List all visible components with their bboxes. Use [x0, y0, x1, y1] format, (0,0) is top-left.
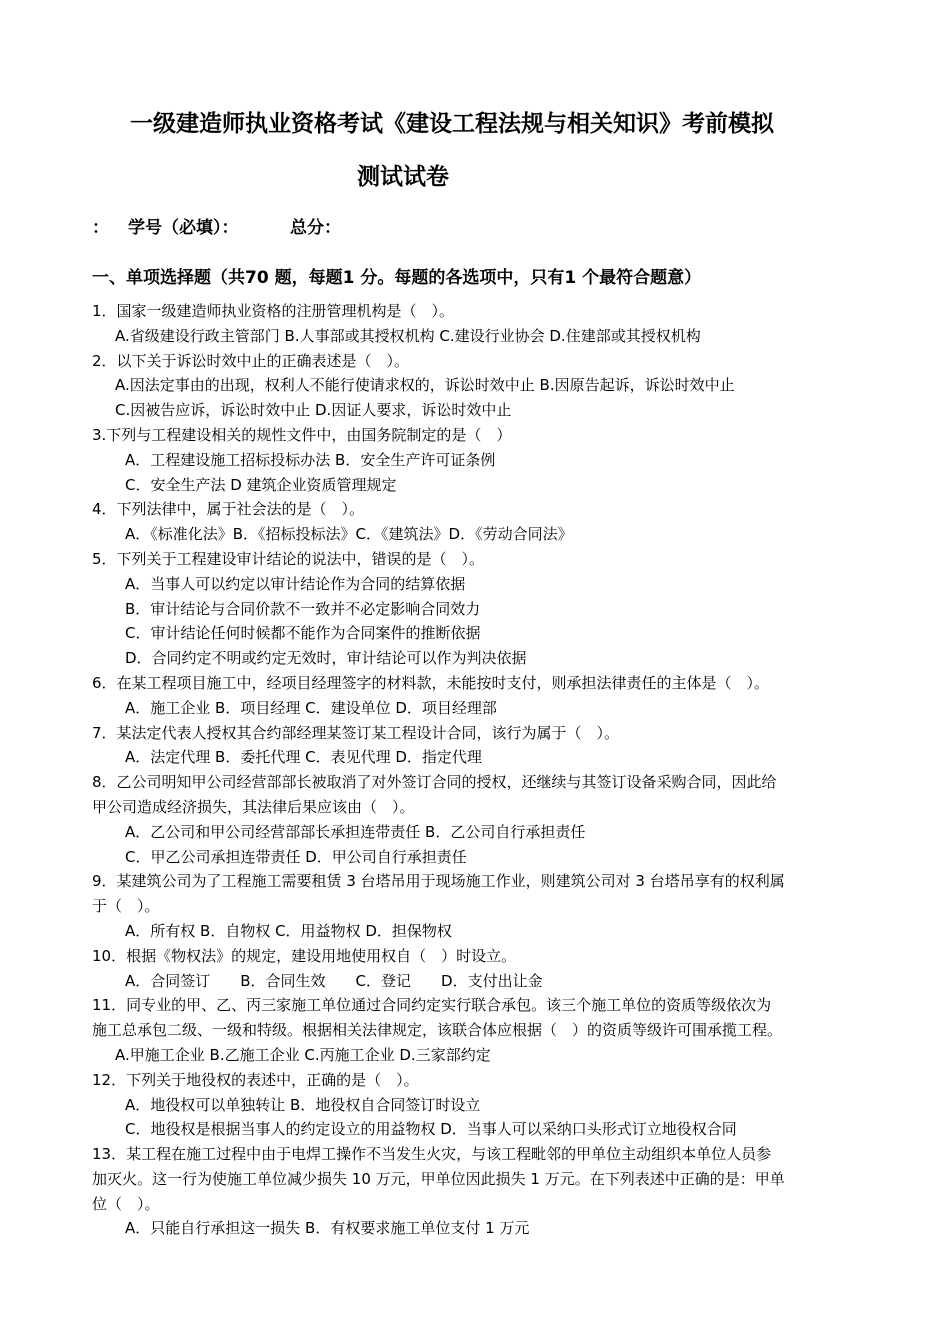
option-line: A．法定代理 B．委托代理 C．表见代理 D．指定代理 — [125, 748, 482, 767]
option-line: A．当事人可以约定以审计结论作为合同的结算依据 — [125, 574, 466, 593]
option-line: A．施工企业 B．项目经理 C．建设单位 D．项目经理部 — [125, 698, 497, 717]
question-line: 1．国家一级建造师执业资格的注册管理机构是（ ）。 — [92, 302, 455, 320]
option-line: A．只能自行承担这一损失 B．有权要求施工单位支付 1 万元 — [125, 1219, 530, 1238]
question-line: 施工总承包二级、一级和特级。根据相关法律规定，该联合体应根据（ ）的资质等级许可围承揽工程。 — [92, 1021, 783, 1040]
option-line: A．《标准化法》B．《招标投标法》C．《建筑法》D．《劳动合同法》 — [125, 525, 573, 544]
option-line: A.甲施工企业 B.乙施工企业 C.丙施工企业 D.三家部约定 — [115, 1045, 491, 1064]
exam-title-line1: 一级建造师执业资格考试《建设工程法规与相关知识》考前模拟 — [130, 111, 774, 137]
question-line: 7．某法定代表人授权其合约部经理某签订某工程设计合同，该行为属于（ ）。 — [92, 723, 620, 742]
question-line: 8．乙公司明知甲公司经营部部长被取消了对外签订合同的授权，还继续与其签订设备采购合同，因此给 — [92, 773, 777, 792]
option-line: C.因被告应诉，诉讼时效中止 D.因证人要求，诉讼时效中止 — [115, 401, 512, 420]
question-line: 位（ ）。 — [92, 1194, 160, 1213]
option-line: A.省级建设行政主管部门 B.人事部或其授权机构 C.建设行业协会 D.住建部或其授权机构 — [115, 326, 701, 345]
option-line: A．合同签订 B．合同生效 C．登记 D．支付出让金 — [125, 971, 543, 990]
question-line: 3.下列与工程建设相关的规性文件中，由国务院制定的是（ ） — [92, 425, 512, 444]
question-line: 甲公司造成经济损失，其法律后果应该由（ ）。 — [92, 797, 415, 816]
option-line: A.因法定事由的出现，权利人不能行使请求权的，诉讼时效中止 B.因原告起诉，诉讼时效中止 — [115, 376, 735, 395]
total-score-label: 总分： — [290, 218, 341, 238]
exam-meta — [92, 213, 341, 238]
section-heading: 一、单项选择题（共70 题，每题1 分。每题的各选项中，只有1 个最符合题意） — [92, 268, 702, 288]
name-colon: ： — [92, 218, 109, 238]
question-list — [92, 299, 872, 1241]
question-line: 9．某建筑公司为了工程施工需要租赁 3 台塔吊用于现场施工作业，则建筑公司对 3 台塔吊享有的权利属 — [92, 872, 785, 891]
option-line: C．甲乙公司承担连带责任 D．甲公司自行承担责任 — [125, 847, 467, 866]
option-line: A．地役权可以单独转让 B．地役权自合同签订时设立 — [125, 1095, 481, 1114]
option-line: C．地役权是根据当事人的约定设立的用益物权 D．当事人可以采纳口头形式订立地役权合同 — [125, 1120, 737, 1139]
student-id-label: 学号（必填）： — [128, 218, 239, 238]
option-line: D．合同约定不明或约定无效时，审计结论可以作为判决依据 — [125, 649, 527, 668]
option-line: B．审计结论与合同价款不一致并不必定影响合同效力 — [125, 599, 481, 618]
option-line: A．乙公司和甲公司经营部部长承担连带责任 B．乙公司自行承担责任 — [125, 822, 586, 841]
question-line: 11．同专业的甲、乙、丙三家施工单位通过合同约定实行联合承包。该三个施工单位的资质等级依次为 — [92, 996, 772, 1015]
question-line: 加灭火。这一行为使施工单位减少损失 10 万元，甲单位因此损失 1 万元。在下列表述中正确的是：甲单 — [92, 1169, 785, 1188]
option-line: C．审计结论任何时候都不能作为合同案件的推断依据 — [125, 624, 481, 643]
exam-title-line2: 测试试卷 — [357, 164, 449, 190]
option-line: A．工程建设施工招标投标办法 B．安全生产许可证条例 — [125, 450, 496, 469]
question-line: 于（ ）。 — [92, 897, 160, 916]
question-line: 2．以下关于诉讼时效中止的正确表述是（ ）。 — [92, 351, 410, 370]
question-line: 4．下列法律中，属于社会法的是（ ）。 — [92, 500, 365, 519]
question-line: 5．下列关于工程建设审计结论的说法中，错误的是（ ）。 — [92, 549, 485, 568]
question-line: 10．根据《物权法》的规定，建设用地使用权自（ ）时设立。 — [92, 946, 517, 965]
option-line: C．安全生产法 D 建筑企业资质管理规定 — [125, 475, 397, 494]
question-line: 6．在某工程项目施工中，经项目经理签字的材料款，未能按时支付，则承担法律责任的主体是（ ）。 — [92, 673, 770, 692]
question-line: 12．下列关于地役权的表述中，正确的是（ ）。 — [92, 1070, 419, 1089]
question-line: 13．某工程在施工过程中由于电焊工操作不当发生火灾，与该工程毗邻的甲单位主动组织本单位人员参 — [92, 1145, 772, 1164]
option-line: A．所有权 B．自物权 C．用益物权 D．担保物权 — [125, 921, 452, 940]
